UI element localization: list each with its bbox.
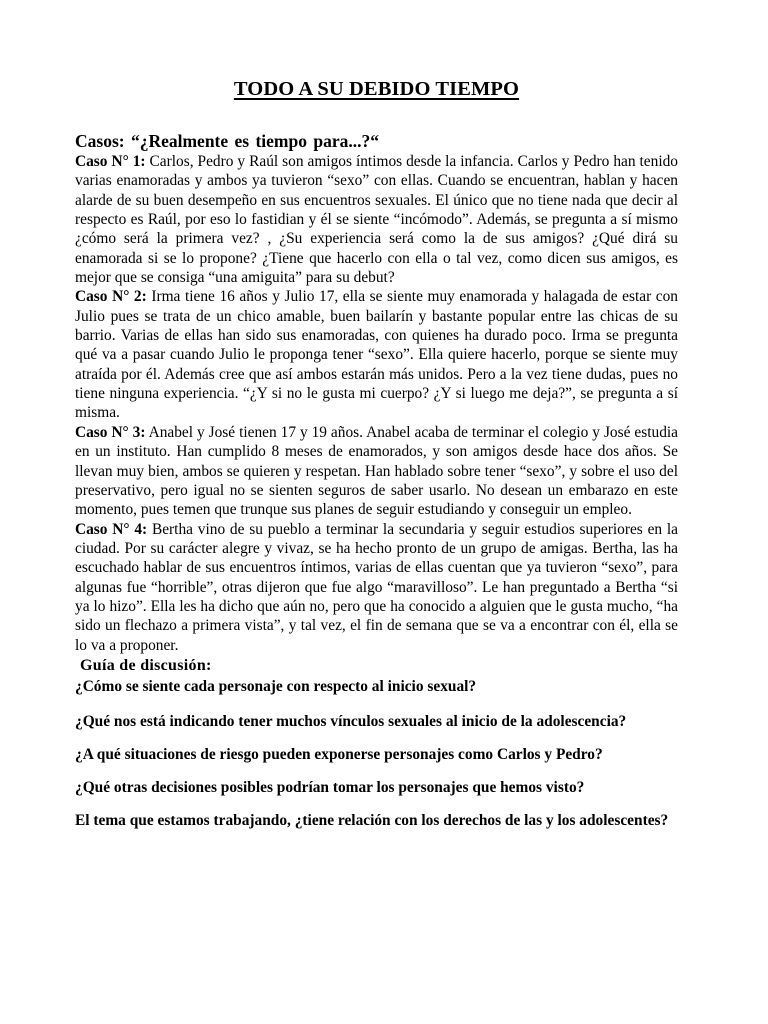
case-label: Caso N° 3: — [75, 423, 146, 441]
case-3 — [75, 423, 678, 520]
case-text: Anabel y José tienen 17 y 19 años. Anabel acaba de terminar el colegio y José estudia en un instituto. Han cumplido 8 meses de enamorados, y son amigos desde hace dos años. Se llevan muy bien, ambos se quieren y respetan. Han hablado sobre tener “sexo”, y sobre el uso del preservativo, pero igual no se sienten seguros de saber usarlo. No desean un embarazo en este momento, pues temen que trunque sus planes de seguir estudiando y conseguir un empleo. — [75, 423, 678, 519]
discussion-question-1: ¿Cómo se siente cada personaje con respecto al inicio sexual? — [75, 677, 477, 695]
case-label: Caso N° 4: — [75, 520, 148, 538]
case-label: Caso N° 1: — [75, 153, 146, 170]
case-1 — [75, 152, 678, 287]
case-text: Irma tiene 16 años y Julio 17, ella se siente muy enamorada y halagada de estar con Julio pues se trata de un chico amable, buen bailarín y bastante popular entre las chicas de su barrio. Varias de ellas han sido sus enamoradas, con quienes ha durado poco. Irma se pregunta qué va a pasar cuando Julio le proponga tener “sexo”. Ella quiere hacerlo, porque se siente muy atraída por él. Además cree que así ambos estarán más unidos. Pero a la vez tiene dudas, pues no tiene ninguna experiencia. “¿Y si no le gusta mi cuerpo? ¿Y si luego me deja?”, se pregunta a sí misma. — [75, 288, 679, 422]
case-label: Caso N° 2: — [75, 288, 147, 306]
discussion-question-3: ¿A qué situaciones de riesgo pueden exponerse personajes como Carlos y Pedro? — [75, 745, 603, 763]
document-body — [75, 130, 678, 843]
case-text: Carlos, Pedro y Raúl son amigos íntimos desde la infancia. Carlos y Pedro han tenido varias enamoradas y ambos ya tuvieron “sexo” con ellas. Cuando se encuentran, hablan y hacen alarde de su buen desempeño en sus encuentros sexuales. El único que no tiene nada que decir al respecto es Raúl, por eso lo fastidian y él se siente “incómodo”. Además, se pregunta a sí mismo ¿cómo será la primera vez? , ¿Su experiencia será como la de sus amigos? ¿Qué dirá su enamorada si se lo propone? ¿Tiene que hacerlo con ella o tal vez, como dicen sus amigos, es mejor que se consiga “una amiguita” para su debut? — [75, 153, 678, 287]
discussion-question-5: El tema que estamos trabajando, ¿tiene relación con los derechos de las y los adolescentes? — [75, 811, 669, 829]
discussion-question-4: ¿Qué otras decisiones posibles podrían tomar los personajes que hemos visto? — [75, 778, 585, 796]
discussion-guide-heading: Guía de discusión: — [80, 656, 212, 674]
document-title: TODO A SU DEBIDO TIEMPO — [233, 78, 520, 100]
cases-heading: Casos: “¿Realmente es tiempo para...?“ — [75, 131, 379, 151]
discussion-question-2: ¿Qué nos está indicando tener muchos vínculos sexuales al inicio de la adolescencia? — [75, 712, 627, 730]
case-2 — [75, 287, 678, 422]
case-text: Bertha vino de su pueblo a terminar la secundaria y seguir estudios superiores en la ciudad. Por su carácter alegre y vivaz, se ha hecho pronto de un grupo de amigas. Bertha, las ha escuchado hablar de sus encuentros íntimos, varias de ellas cuentan que ya tuvieron “sexo”, para algunas fue “horrible”, otras dijeron que fue algo “maravilloso”. Le han preguntado a Bertha “si ya lo hizo”. Ella les ha dicho que aún no, pero que ha conocido a alguien que le gusta mucho, “ha sido un flechazo a primera vista”, y tal vez, el fin de semana que se va a encontrar con él, ella se lo va a proponer. — [75, 520, 679, 654]
case-4 — [75, 520, 678, 655]
